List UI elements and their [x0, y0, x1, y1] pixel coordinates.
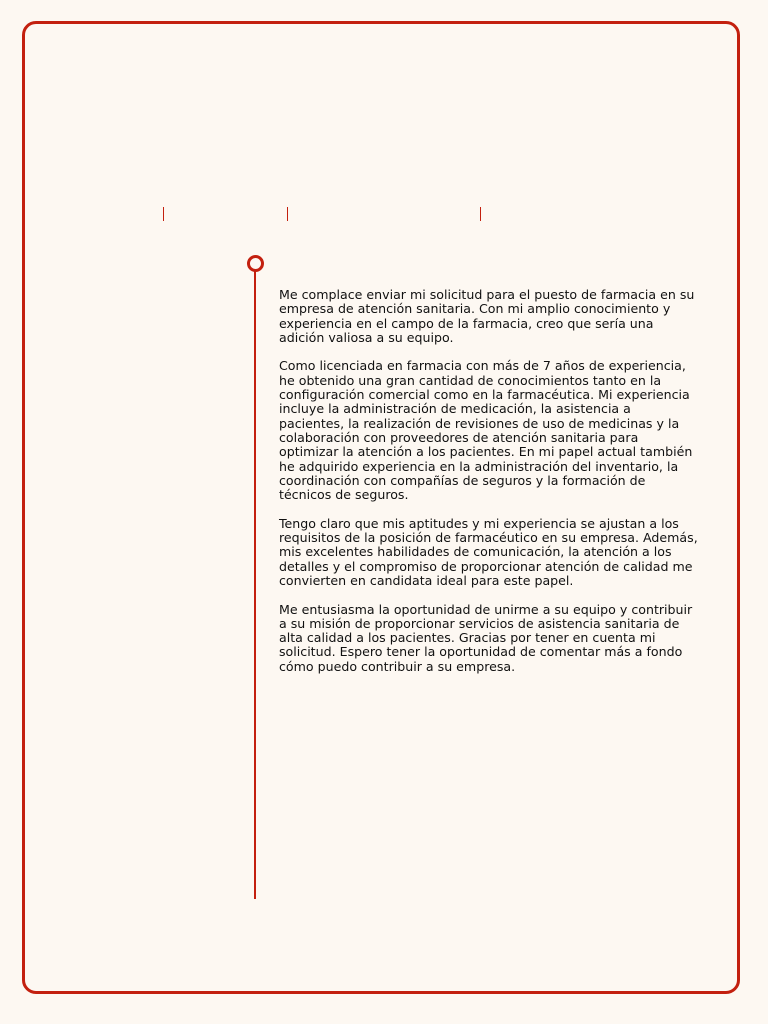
timeline-line — [254, 271, 256, 899]
letter-paragraph: Tengo claro que mis aptitudes y mi experiencia se ajustan a los requisitos de la posición de farmacéutico en su empresa. Además, mis excelentes habilidades de comunicación, la atención a los detalles y el compromiso de proporcionar atención de calidad me convierten en candidata ideal para este papel. — [279, 515, 698, 588]
letter-paragraph: Me complace enviar mi solicitud para el puesto de farmacia en su empresa de atención sanitaria. Con mi amplio conocimiento y experiencia en el campo de la farmacia, creo que sería una adición valiosa a su equipo. — [279, 287, 695, 345]
contact-separator — [480, 207, 481, 221]
contact-separator — [163, 207, 164, 221]
letter-body — [279, 288, 699, 688]
contact-separator — [287, 207, 288, 221]
letter-paragraph: Me entusiasma la oportunidad de unirme a su equipo y contribuir a su misión de proporcionar servicios de asistencia sanitaria de alta calidad a los pacientes. Gracias por tener en cuenta mi solicitud. Espero tener la oportunidad de comentar más a fondo cómo puedo contribuir a su empresa. — [279, 601, 693, 674]
timeline-dot — [247, 255, 264, 272]
letter-paragraph: Como licenciada en farmacia con más de 7 años de experiencia, he obtenido una gran cantidad de conocimientos tanto en la configuración comercial como en la farmacéutica. Mi experiencia incluye la administración de medicación, la asistencia a pacientes, la realización de revisiones de uso de medicinas y la colaboración con proveedores de atención sanitaria para optimizar la atención a los pacientes. En mi papel actual también he adquirido experiencia en la administración del inventario, la coordinación con compañías de seguros y la formación de técnicos de seguros. — [279, 358, 693, 503]
